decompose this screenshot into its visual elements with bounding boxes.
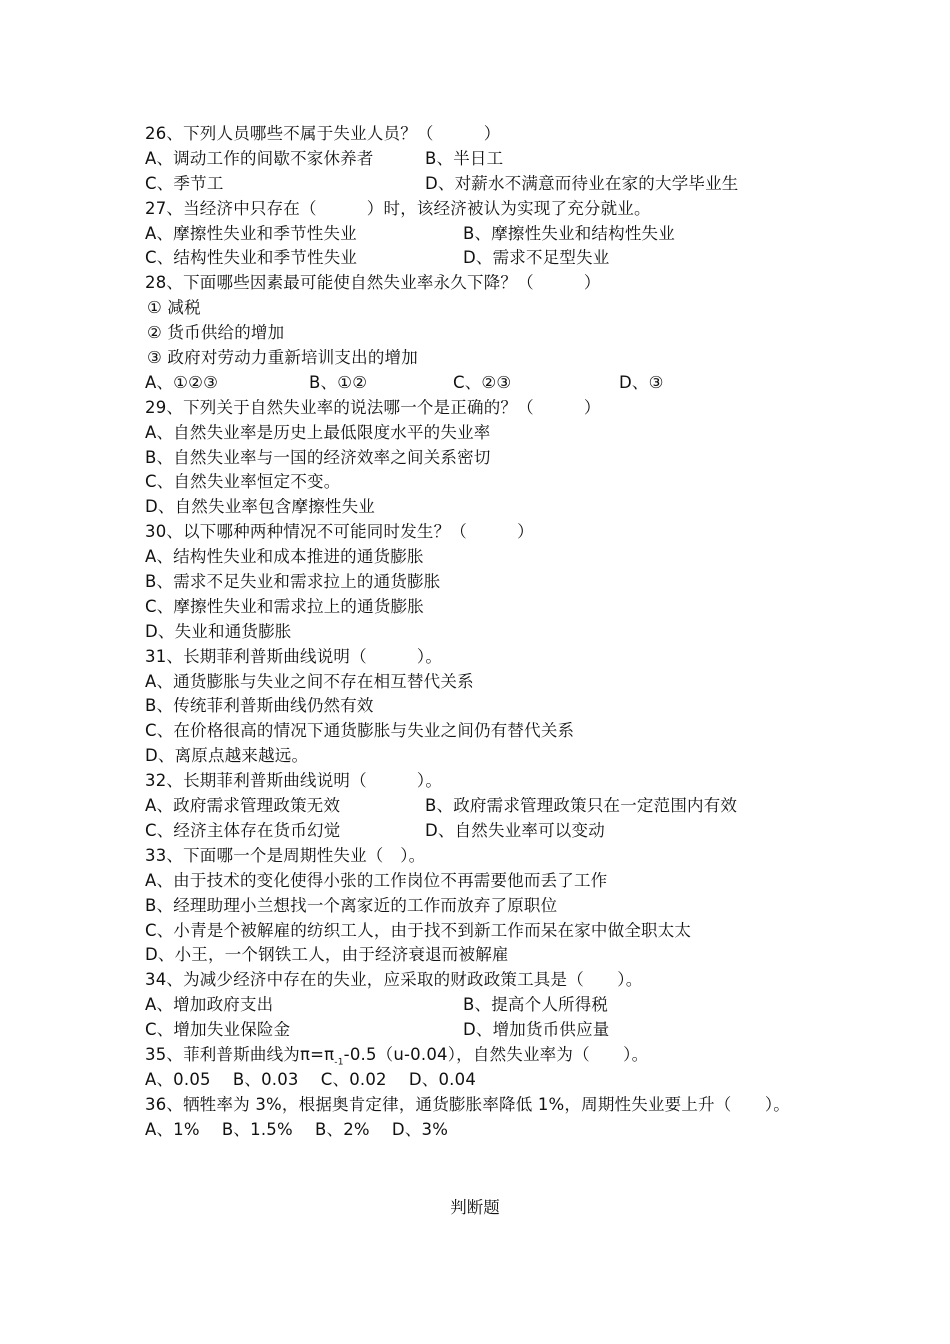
question-36-options: A、1% B、1.5% B、2% D、3% — [145, 1119, 449, 1139]
question-32-options-row1 — [145, 794, 815, 819]
question-28-options — [145, 371, 815, 396]
option-c: C、②③ — [453, 372, 512, 392]
option-b: B、摩擦性失业和结构性失业 — [463, 223, 675, 243]
question-36-stem: 36、牺牲率为 3%，根据奥肯定律，通货膨胀率降低 1%，周期性失业要上升（ ）。 — [145, 1094, 790, 1114]
question-32-options-row2 — [145, 819, 815, 844]
option-d: D、小王，一个钢铁工人，由于经济衰退而被解雇 — [145, 945, 509, 965]
question-32-stem: 32、长期菲利普斯曲线说明（ ）。 — [145, 771, 443, 791]
subscript: -1 — [334, 1057, 344, 1068]
option-c: C、摩擦性失业和需求拉上的通货膨胀 — [145, 596, 424, 616]
question-29-stem: 29、下列关于自然失业率的说法哪一个是正确的？（ ） — [145, 397, 601, 417]
option-a: A、自然失业率是历史上最低限度水平的失业率 — [145, 422, 491, 442]
question-27-options-row2 — [145, 246, 815, 271]
question-34-stem: 34、为减少经济中存在的失业，应采取的财政政策工具是（ ）。 — [145, 970, 643, 990]
option-d: D、③ — [619, 372, 664, 392]
question-34-options-row2 — [145, 1018, 815, 1043]
question-30-stem: 30、以下哪种两种情况不可能同时发生？（ ） — [145, 522, 534, 542]
option-a: A、摩擦性失业和季节性失业 — [145, 223, 357, 243]
option-d: D、需求不足型失业 — [463, 248, 610, 268]
option-b: B、①② — [309, 372, 368, 392]
option-c: C、结构性失业和季节性失业 — [145, 248, 358, 268]
question-26-options-row2 — [145, 172, 815, 197]
question-28-item-3: ③ 政府对劳动力重新培训支出的增加 — [147, 348, 418, 368]
option-b: B、自然失业率与一国的经济效率之间关系密切 — [145, 447, 491, 467]
option-b: B、传统菲利普斯曲线仍然有效 — [145, 696, 374, 716]
option-d: D、对薪水不满意而待业在家的大学毕业生 — [425, 173, 739, 193]
option-c: C、季节工 — [145, 173, 224, 193]
option-a: A、①②③ — [145, 372, 219, 392]
option-b: B、需求不足失业和需求拉上的通货膨胀 — [145, 572, 441, 592]
question-28-item-1: ① 减税 — [147, 298, 201, 318]
question-35-stem-post: -0.5（u-0.04），自然失业率为（ ）。 — [343, 1044, 649, 1064]
question-26-stem: 26、下列人员哪些不属于失业人员？（ ） — [145, 124, 501, 143]
question-33-stem: 33、下面哪一个是周期性失业（ ）。 — [145, 845, 426, 865]
question-35-stem — [145, 1043, 815, 1068]
option-d: D、自然失业率可以变动 — [425, 820, 605, 840]
option-a: A、通货膨胀与失业之间不存在相互替代关系 — [145, 671, 474, 691]
question-34-options-row1 — [145, 993, 815, 1018]
option-c: C、小青是个被解雇的纺织工人，由于找不到新工作而呆在家中做全职太太 — [145, 920, 692, 940]
question-list — [145, 122, 815, 1143]
option-b: B、经理助理小兰想找一个离家近的工作而放弃了原职位 — [145, 895, 558, 915]
option-c: C、在价格很高的情况下通货膨胀与失业之间仍有替代关系 — [145, 721, 575, 741]
question-27-options-row1 — [145, 222, 815, 247]
question-35-stem-pre: 35、菲利普斯曲线为π=π — [145, 1044, 335, 1064]
question-26-options-row1 — [145, 147, 815, 172]
question-28-item-2: ② 货币供给的增加 — [147, 323, 285, 343]
option-d: D、增加货币供应量 — [463, 1020, 610, 1040]
option-c: C、增加失业保险金 — [145, 1020, 291, 1040]
question-27-stem: 27、当经济中只存在（ ）时，该经济被认为实现了充分就业。 — [145, 198, 651, 218]
option-a: A、结构性失业和成本推进的通货膨胀 — [145, 547, 424, 567]
question-31-stem: 31、长期菲利普斯曲线说明（ ）。 — [145, 646, 443, 666]
option-a: A、政府需求管理政策无效 — [145, 796, 341, 816]
option-d: D、离原点越来越远。 — [145, 746, 309, 766]
option-b: B、提高个人所得税 — [463, 995, 609, 1015]
option-c: C、自然失业率恒定不变。 — [145, 472, 341, 492]
question-35-options: A、0.05 B、0.03 C、0.02 D、0.04 — [145, 1069, 477, 1089]
option-b: B、半日工 — [425, 148, 504, 168]
option-d: D、失业和通货膨胀 — [145, 621, 292, 641]
question-28-stem: 28、下面哪些因素最可能使自然失业率永久下降？（ ） — [145, 273, 601, 293]
option-a: A、增加政府支出 — [145, 995, 274, 1015]
option-c: C、经济主体存在货币幻觉 — [145, 820, 341, 840]
option-a: A、调动工作的间歇不家休养者 — [145, 148, 374, 168]
section-title: 判断题 — [450, 1198, 500, 1217]
option-d: D、自然失业率包含摩擦性失业 — [145, 497, 376, 517]
option-a: A、由于技术的变化使得小张的工作岗位不再需要他而丢了工作 — [145, 870, 608, 890]
option-b: B、政府需求管理政策只在一定范围内有效 — [425, 796, 738, 816]
